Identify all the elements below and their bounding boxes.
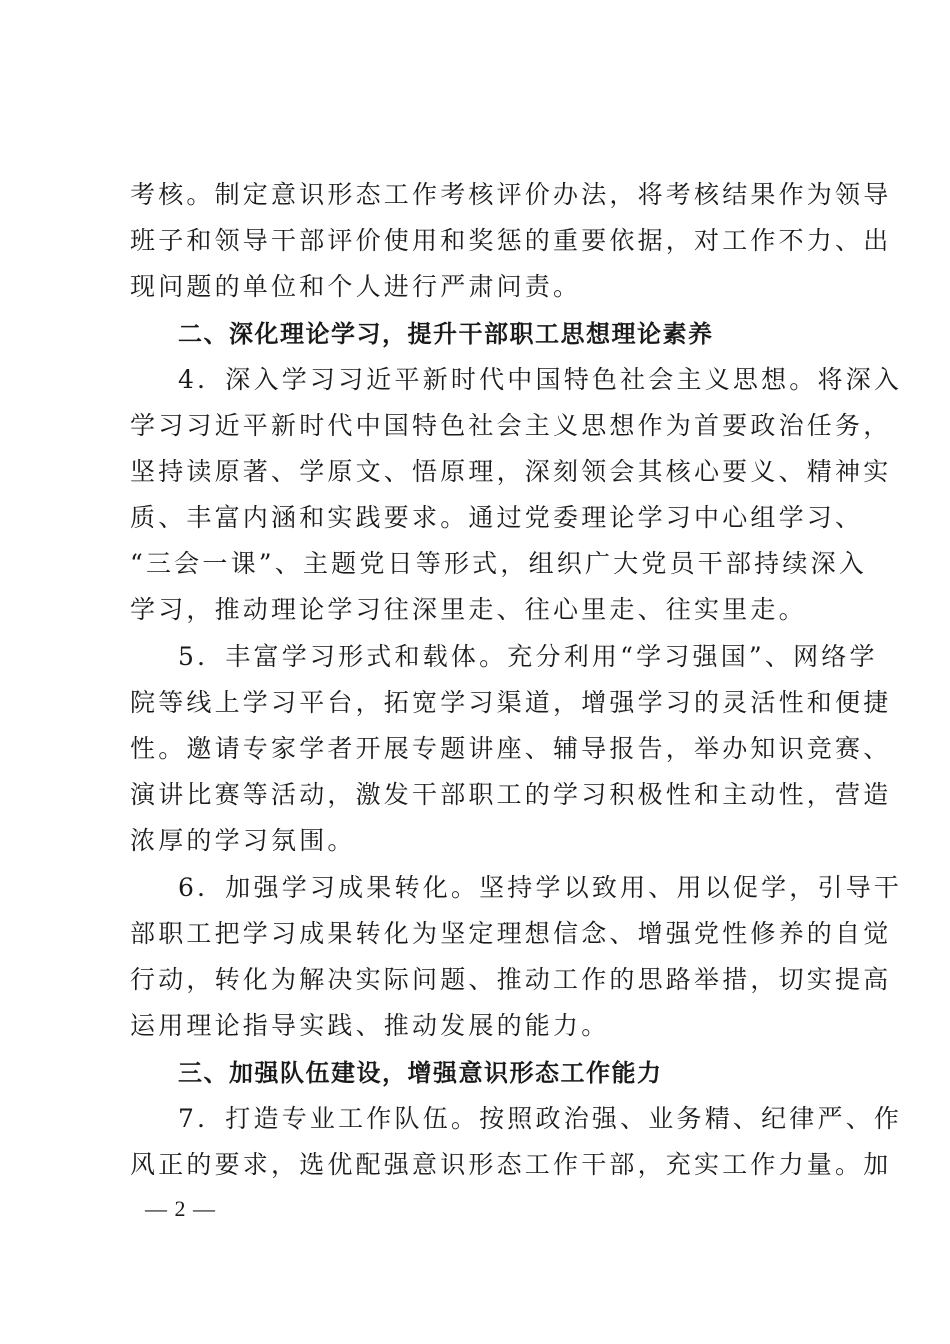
page-number: — 2 — xyxy=(145,1196,216,1221)
section-heading-3: 三、加强队伍建设，增强意识形态工作能力 xyxy=(178,1059,663,1087)
paragraph-start-7: 7．打造专业工作队伍。按照政治强、业务精、纪律严、作 xyxy=(178,1104,903,1133)
body-line: 学习，推动理论学习往深里走、往心里走、往实里走。 xyxy=(130,595,807,624)
body-line: 院等线上学习平台，拓宽学习渠道，增强学习的灵活性和便捷 xyxy=(130,688,892,717)
body-line: 部职工把学习成果转化为坚定理想信念、增强党性修养的自觉 xyxy=(130,919,892,948)
paragraph-start-5: 5．丰富学习形式和载体。充分利用“学习强国”、网络学 xyxy=(178,642,878,671)
paragraph-start-4: 4．深入学习习近平新时代中国特色社会主义思想。将深入 xyxy=(178,365,903,394)
body-line: 演讲比赛等活动，激发干部职工的学习积极性和主动性，营造 xyxy=(130,780,892,809)
body-line: 现问题的单位和个人进行严肃问责。 xyxy=(130,272,582,301)
body-line: 坚持读原著、学原文、悟原理，深刻领会其核心要义、精神实 xyxy=(130,457,892,486)
body-line: 运用理论指导实践、推动发展的能力。 xyxy=(130,1011,610,1040)
section-heading-2: 二、深化理论学习，提升干部职工思想理论素养 xyxy=(178,320,714,348)
body-line: “三会一课”、主题党日等形式，组织广大党员干部持续深入 xyxy=(130,549,867,578)
body-line: 性。邀请专家学者开展专题讲座、辅导报告，举办知识竞赛、 xyxy=(130,734,892,763)
body-line: 风正的要求，选优配强意识形态工作干部，充实工作力量。加 xyxy=(130,1150,892,1179)
body-line: 学习习近平新时代中国特色社会主义思想作为首要政治任务， xyxy=(130,411,892,440)
body-line: 班子和领导干部评价使用和奖惩的重要依据，对工作不力、出 xyxy=(130,226,892,255)
body-line: 考核。制定意识形态工作考核评价办法，将考核结果作为领导 xyxy=(130,180,892,209)
body-line: 行动，转化为解决实际问题、推动工作的思路举措，切实提高 xyxy=(130,965,892,994)
body-line: 质、丰富内涵和实践要求。通过党委理论学习中心组学习、 xyxy=(130,503,864,532)
paragraph-start-6: 6．加强学习成果转化。坚持学以致用、用以促学，引导干 xyxy=(178,873,903,902)
body-line: 浓厚的学习氛围。 xyxy=(130,826,356,855)
